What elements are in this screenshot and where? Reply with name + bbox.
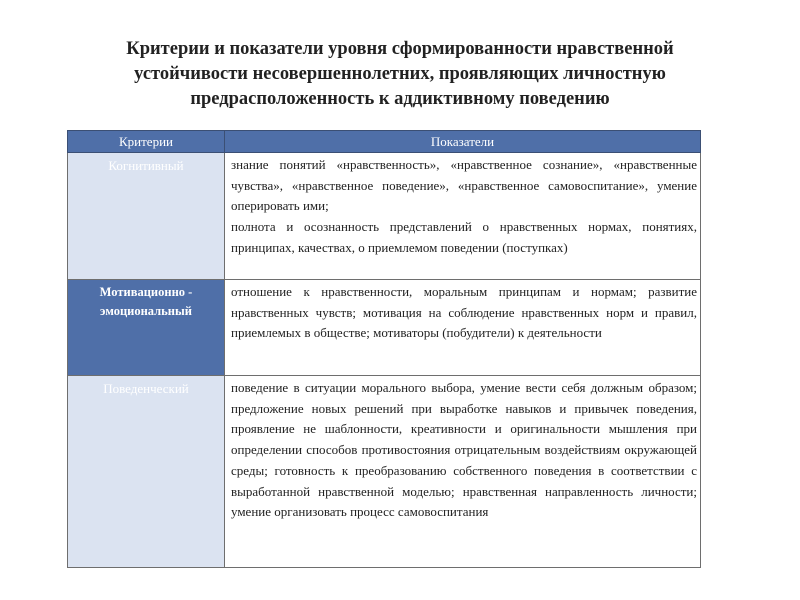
title-line-2: устойчивости несовершеннолетних, проявляющих личностную [134, 64, 666, 84]
indicator-text: отношение к нравственности, моральным принципам и нормам; развитие нравственных чувств; мотивация на соблюдение нравственных норм и правил, приемлемых в обществе; мотиваторы (побудители) к деятельности [231, 284, 697, 341]
table-row [68, 376, 701, 568]
indicator-text: полнота и осознанность представлений о нравственных нормах, понятиях, принципах, качествах, о приемлемом поведении (поступках) [231, 219, 697, 255]
indicator-text: поведение в ситуации морального выбора, умение вести себя должным образом; предложение новых решений при выработке навыков и привычек поведения, проявление не шаблонности, креативности и оригинальности мышления при определении способов противостояния отрицательным воздействиям окружающей среды; готовность к преобразованию собственного поведения в соответствии с выработанной нравственной моделью; нравственная направленность личности; умение организовать процесс самовоспитания [231, 380, 697, 520]
criterion-cell: Поведенческий [68, 376, 225, 568]
table-row [68, 280, 701, 376]
indicators-cell [225, 376, 701, 568]
table-header-row [68, 131, 701, 153]
page-title [40, 37, 760, 112]
criterion-cell: Когнитивный [68, 153, 225, 280]
indicators-cell [225, 280, 701, 376]
criteria-table [67, 130, 701, 568]
criterion-cell: Мотивационно - эмоциональный [68, 280, 225, 376]
indicators-cell [225, 153, 701, 280]
indicator-text: знание понятий «нравственность», «нравственное сознание», «нравственные чувства», «нравственное поведение», «нравственное самовоспитание», умение оперировать ими; [231, 157, 697, 214]
header-criteria: Критерии [68, 131, 225, 153]
header-indicators: Показатели [225, 131, 701, 153]
table-row [68, 153, 701, 280]
title-line-1: Критерии и показатели уровня сформированности нравственной [126, 39, 674, 59]
title-line-3: предрасположенность к аддиктивному поведению [190, 89, 610, 109]
